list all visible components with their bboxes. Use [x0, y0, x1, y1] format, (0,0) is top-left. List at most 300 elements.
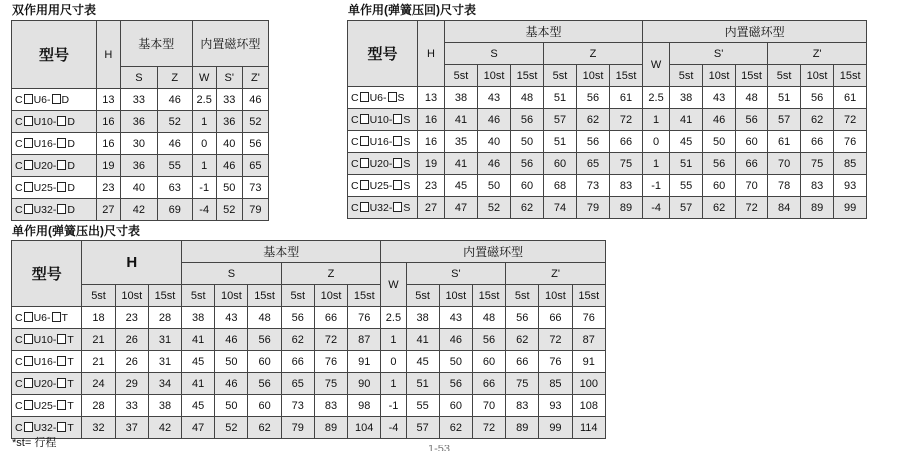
table-cell: 0 — [643, 131, 670, 153]
table-cell: 48 — [248, 307, 281, 329]
model-suffix: D — [61, 93, 70, 106]
table3-stroke-header: 15st — [572, 285, 605, 307]
table-cell: 50 — [216, 177, 242, 199]
placeholder-box-icon — [57, 400, 66, 410]
table3-stroke-header: 10st — [539, 285, 572, 307]
model-cell — [12, 177, 97, 199]
model-mid: U32- — [369, 201, 393, 214]
table-cell: 31 — [148, 329, 181, 351]
table-cell: 27 — [96, 199, 120, 221]
table-cell: 52 — [478, 197, 511, 219]
model-suffix: D — [67, 181, 75, 194]
table-cell: 93 — [834, 175, 867, 197]
table-cell: 62 — [506, 329, 539, 351]
table-cell: 73 — [242, 177, 268, 199]
table-cell: -4 — [192, 199, 216, 221]
table-row — [12, 111, 269, 133]
table-cell: 38 — [182, 307, 215, 329]
table-cell: 89 — [314, 417, 347, 439]
table-cell: 75 — [610, 153, 643, 175]
table3-h-header: H — [82, 241, 182, 285]
model-cell — [348, 87, 418, 109]
table-cell: 55 — [157, 155, 192, 177]
table-cell: 19 — [96, 155, 120, 177]
table-cell: 75 — [801, 153, 834, 175]
table-cell: 43 — [478, 87, 511, 109]
table-cell: 45 — [182, 395, 215, 417]
table2-title: 单作用(弹簧压回)尺寸表 — [348, 3, 476, 17]
model-suffix: T — [67, 399, 74, 412]
table-cell: 50 — [215, 395, 248, 417]
table-cell: 1 — [381, 329, 406, 351]
table-cell: 76 — [572, 307, 605, 329]
table-cell: 41 — [670, 109, 703, 131]
model-prefix: C — [351, 201, 359, 214]
model-prefix: C — [15, 377, 23, 390]
table-cell: 60 — [248, 395, 281, 417]
table-cell: 56 — [281, 307, 314, 329]
table-cell: 62 — [439, 417, 472, 439]
table3-magnet-header: 内置磁环型 — [381, 241, 606, 263]
model-prefix: C — [15, 137, 23, 150]
table3-w-header: W — [381, 263, 406, 307]
table-cell: 60 — [439, 395, 472, 417]
table3-stroke-header: 15st — [248, 285, 281, 307]
table2-stroke-header: 5st — [768, 65, 801, 87]
placeholder-box-icon — [57, 182, 66, 192]
model-cell — [348, 109, 418, 131]
table1-col-z: Z — [157, 67, 192, 89]
placeholder-box-icon — [52, 94, 61, 104]
placeholder-box-icon — [360, 92, 369, 102]
table-cell: 30 — [120, 133, 157, 155]
placeholder-box-icon — [388, 92, 397, 102]
table-cell: 57 — [670, 197, 703, 219]
placeholder-box-icon — [24, 400, 33, 410]
placeholder-box-icon — [57, 138, 66, 148]
model-mid: U16- — [369, 135, 393, 148]
table-cell: 57 — [768, 109, 801, 131]
table-row — [12, 395, 606, 417]
table-cell: 55 — [406, 395, 439, 417]
table-cell: 46 — [157, 133, 192, 155]
table-cell: 2.5 — [643, 87, 670, 109]
table-row — [12, 351, 606, 373]
table1-basic-header: 基本型 — [120, 21, 192, 67]
model-suffix: S — [397, 91, 405, 104]
table-row — [12, 417, 606, 439]
table-cell: 0 — [381, 351, 406, 373]
table-cell: 89 — [506, 417, 539, 439]
model-cell — [348, 175, 418, 197]
model-prefix: C — [15, 333, 23, 346]
table-cell: 98 — [348, 395, 381, 417]
table-cell: 51 — [670, 153, 703, 175]
table-cell: 40 — [478, 131, 511, 153]
table-cell: 1 — [643, 109, 670, 131]
placeholder-box-icon — [393, 114, 402, 124]
table-cell: 56 — [248, 329, 281, 351]
table-cell: 75 — [314, 373, 347, 395]
placeholder-box-icon — [52, 312, 61, 322]
model-cell — [12, 351, 82, 373]
placeholder-box-icon — [24, 312, 33, 322]
table-cell: 26 — [115, 329, 148, 351]
table-cell: 60 — [511, 175, 544, 197]
table-cell: -4 — [643, 197, 670, 219]
table3-basic-header: 基本型 — [182, 241, 381, 263]
table-cell: 45 — [445, 175, 478, 197]
table-cell: 73 — [577, 175, 610, 197]
table-cell: 50 — [511, 131, 544, 153]
table-cell: 35 — [445, 131, 478, 153]
table-cell: 114 — [572, 417, 605, 439]
table1-h-header: H — [96, 21, 120, 89]
model-cell — [348, 197, 418, 219]
table-cell: 45 — [406, 351, 439, 373]
table-cell: 46 — [216, 155, 242, 177]
table2-stroke-header: 15st — [834, 65, 867, 87]
table-cell: 28 — [82, 395, 115, 417]
table1-title: 双作用用尺寸表 — [12, 3, 97, 17]
table-row — [12, 329, 606, 351]
table-cell: 83 — [610, 175, 643, 197]
table-cell: 79 — [577, 197, 610, 219]
table1-col-s: S — [120, 67, 157, 89]
table2-stroke-header: 5st — [670, 65, 703, 87]
table-cell: 40 — [120, 177, 157, 199]
table-cell: 99 — [539, 417, 572, 439]
model-suffix: T — [61, 311, 68, 324]
table-cell: 55 — [670, 175, 703, 197]
table-cell: 47 — [182, 417, 215, 439]
table-cell: 43 — [703, 87, 736, 109]
table-cell: 74 — [544, 197, 577, 219]
table-cell: 72 — [472, 417, 505, 439]
table-cell: 70 — [736, 175, 768, 197]
model-cell — [12, 155, 97, 177]
table-cell: 56 — [242, 133, 268, 155]
model-cell — [12, 329, 82, 351]
table-cell: 76 — [348, 307, 381, 329]
placeholder-box-icon — [57, 356, 66, 366]
table-cell: 87 — [348, 329, 381, 351]
table-cell: 68 — [544, 175, 577, 197]
table2-w-header: W — [643, 43, 670, 87]
model-mid: U20- — [33, 377, 57, 390]
table-cell: 56 — [577, 131, 610, 153]
table2-stroke-header: 15st — [511, 65, 544, 87]
table-cell: 70 — [768, 153, 801, 175]
table-cell: 56 — [506, 307, 539, 329]
table-cell: 50 — [215, 351, 248, 373]
table-cell: 43 — [215, 307, 248, 329]
model-prefix: C — [15, 399, 23, 412]
footnote: *st= 行程 — [12, 437, 57, 449]
table-cell: 50 — [703, 131, 736, 153]
table-cell: 108 — [572, 395, 605, 417]
table-row — [348, 87, 867, 109]
table-cell: 28 — [148, 307, 181, 329]
table-cell: 66 — [314, 307, 347, 329]
table-cell: 38 — [148, 395, 181, 417]
table2-h-header: H — [418, 21, 445, 87]
table-cell: 27 — [418, 197, 445, 219]
table-cell: 2.5 — [381, 307, 406, 329]
table-row — [348, 131, 867, 153]
table-cell: 29 — [115, 373, 148, 395]
table-cell: 66 — [539, 307, 572, 329]
table3-stroke-header: 10st — [215, 285, 248, 307]
table-cell: 66 — [736, 153, 768, 175]
placeholder-box-icon — [393, 180, 402, 190]
table2-stroke-header: 10st — [703, 65, 736, 87]
table-cell: 21 — [82, 351, 115, 373]
table3-z-header: Z — [281, 263, 381, 285]
table-cell: 83 — [801, 175, 834, 197]
model-cell — [12, 417, 82, 439]
table-cell: 40 — [216, 133, 242, 155]
table-cell: -1 — [192, 177, 216, 199]
table-cell: 38 — [406, 307, 439, 329]
table1-magnet-header: 内置磁环型 — [192, 21, 268, 67]
model-suffix: D — [67, 203, 75, 216]
table-cell: 13 — [96, 89, 120, 111]
table-cell: 52 — [157, 111, 192, 133]
model-cell — [12, 111, 97, 133]
model-mid: U32- — [33, 203, 57, 216]
table-cell: 73 — [281, 395, 314, 417]
table-cell: 36 — [216, 111, 242, 133]
table-row — [348, 109, 867, 131]
table-cell: 61 — [834, 87, 867, 109]
table-row — [12, 177, 269, 199]
model-cell — [12, 89, 97, 111]
table-cell: 56 — [511, 109, 544, 131]
table-cell: 76 — [539, 351, 572, 373]
table-cell: 41 — [182, 373, 215, 395]
table-cell: 66 — [472, 373, 505, 395]
table-cell: 13 — [418, 87, 445, 109]
model-prefix: C — [351, 91, 359, 104]
table-cell: 51 — [768, 87, 801, 109]
table2-s-prime-header: S' — [670, 43, 768, 65]
table-cell: 2.5 — [192, 89, 216, 111]
table3-stroke-header: 5st — [281, 285, 314, 307]
model-prefix: C — [15, 159, 23, 172]
table-cell: 46 — [478, 153, 511, 175]
table-cell: 90 — [348, 373, 381, 395]
table-cell: 16 — [96, 111, 120, 133]
table-cell: 1 — [381, 373, 406, 395]
table-cell: 89 — [610, 197, 643, 219]
table-cell: 48 — [736, 87, 768, 109]
table-cell: 42 — [120, 199, 157, 221]
placeholder-box-icon — [393, 202, 402, 212]
table-cell: 83 — [506, 395, 539, 417]
model-cell — [12, 199, 97, 221]
table-cell: 85 — [834, 153, 867, 175]
table-cell: 33 — [120, 89, 157, 111]
table-cell: 89 — [801, 197, 834, 219]
model-mid: U20- — [33, 159, 57, 172]
model-cell — [12, 307, 82, 329]
table-cell: 52 — [215, 417, 248, 439]
table-cell: 56 — [248, 373, 281, 395]
placeholder-box-icon — [393, 136, 402, 146]
table-cell: 50 — [439, 351, 472, 373]
table-cell: 93 — [539, 395, 572, 417]
model-suffix: D — [67, 159, 75, 172]
model-prefix: C — [15, 115, 23, 128]
table-cell: 60 — [703, 175, 736, 197]
table-cell: 75 — [506, 373, 539, 395]
model-mid: U20- — [369, 157, 393, 170]
table-cell: 34 — [148, 373, 181, 395]
table-cell: 41 — [406, 329, 439, 351]
model-suffix: S — [403, 179, 411, 192]
table-cell: 0 — [192, 133, 216, 155]
table-row — [12, 199, 269, 221]
placeholder-box-icon — [57, 334, 66, 344]
table-cell: 61 — [610, 87, 643, 109]
table-row — [12, 155, 269, 177]
model-prefix: C — [351, 179, 359, 192]
placeholder-box-icon — [57, 204, 66, 214]
spring-return-dimension-table — [347, 20, 867, 219]
table3-model-header: 型号 — [12, 241, 82, 307]
table3-stroke-header: 5st — [182, 285, 215, 307]
table-cell: 61 — [768, 131, 801, 153]
table-cell: 1 — [192, 111, 216, 133]
table-cell: -4 — [381, 417, 406, 439]
model-prefix: C — [15, 311, 23, 324]
table3-stroke-header: 15st — [472, 285, 505, 307]
table-cell: 78 — [768, 175, 801, 197]
table-row — [348, 197, 867, 219]
table1-model-header: 型号 — [12, 21, 97, 89]
table-cell: 56 — [439, 373, 472, 395]
placeholder-box-icon — [24, 182, 33, 192]
table-cell: 47 — [445, 197, 478, 219]
table-cell: 62 — [511, 197, 544, 219]
model-prefix: C — [15, 355, 23, 368]
placeholder-box-icon — [393, 158, 402, 168]
table2-s-header: S — [445, 43, 544, 65]
table2-stroke-header: 5st — [544, 65, 577, 87]
table-cell: 62 — [703, 197, 736, 219]
table-cell: 26 — [115, 351, 148, 373]
table-cell: 1 — [643, 153, 670, 175]
table2-stroke-header: 10st — [478, 65, 511, 87]
table-cell: 83 — [314, 395, 347, 417]
model-mid: U10- — [33, 115, 57, 128]
table-cell: 60 — [736, 131, 768, 153]
table-cell: 66 — [610, 131, 643, 153]
table-cell: 66 — [506, 351, 539, 373]
table-cell: 56 — [511, 153, 544, 175]
table-cell: 56 — [703, 153, 736, 175]
model-cell — [348, 153, 418, 175]
table-cell: 76 — [834, 131, 867, 153]
table-cell: 56 — [472, 329, 505, 351]
model-cell — [12, 133, 97, 155]
table-cell: 18 — [82, 307, 115, 329]
model-mid: U25- — [33, 399, 57, 412]
placeholder-box-icon — [24, 94, 33, 104]
table-cell: 57 — [406, 417, 439, 439]
model-suffix: T — [67, 355, 74, 368]
model-prefix: C — [351, 113, 359, 126]
table-cell: 70 — [472, 395, 505, 417]
table-cell: 43 — [439, 307, 472, 329]
placeholder-box-icon — [57, 160, 66, 170]
table-cell: 16 — [418, 131, 445, 153]
table-cell: 46 — [439, 329, 472, 351]
table-cell: 23 — [96, 177, 120, 199]
model-suffix: S — [403, 157, 411, 170]
model-mid: U10- — [369, 113, 393, 126]
table2-stroke-header: 15st — [736, 65, 768, 87]
table2-z-header: Z — [544, 43, 643, 65]
placeholder-box-icon — [24, 356, 33, 366]
table-cell: 1 — [192, 155, 216, 177]
model-mid: U16- — [33, 355, 57, 368]
placeholder-box-icon — [24, 204, 33, 214]
table-cell: 57 — [544, 109, 577, 131]
table-cell: 62 — [281, 329, 314, 351]
spring-extend-dimension-table — [11, 240, 606, 439]
placeholder-box-icon — [24, 422, 33, 432]
table-cell: 46 — [215, 373, 248, 395]
placeholder-box-icon — [57, 422, 66, 432]
table3-stroke-header: 10st — [115, 285, 148, 307]
table-cell: 48 — [472, 307, 505, 329]
table-cell: 100 — [572, 373, 605, 395]
model-prefix: C — [15, 93, 23, 106]
table3-stroke-header: 15st — [348, 285, 381, 307]
table-cell: 33 — [216, 89, 242, 111]
table-row — [12, 373, 606, 395]
table-cell: 19 — [418, 153, 445, 175]
model-mid: U32- — [33, 421, 57, 434]
table2-model-header: 型号 — [348, 21, 418, 87]
table1-col-w: W — [192, 67, 216, 89]
table-cell: 65 — [242, 155, 268, 177]
page-number: 1-53 — [428, 445, 451, 451]
table-cell: 37 — [115, 417, 148, 439]
table-cell: 62 — [248, 417, 281, 439]
placeholder-box-icon — [24, 116, 33, 126]
table-cell: 60 — [544, 153, 577, 175]
table-cell: 41 — [445, 153, 478, 175]
table3-z-prime-header: Z' — [506, 263, 606, 285]
table-cell: 51 — [406, 373, 439, 395]
table-cell: 42 — [148, 417, 181, 439]
table-cell: 99 — [834, 197, 867, 219]
table-cell: 104 — [348, 417, 381, 439]
table-cell: 56 — [577, 87, 610, 109]
table-cell: 23 — [115, 307, 148, 329]
table-cell: 16 — [418, 109, 445, 131]
table3-title: 单作用(弹簧压出)尺寸表 — [12, 224, 140, 238]
table3-stroke-header: 10st — [439, 285, 472, 307]
table-cell: 91 — [348, 351, 381, 373]
table-cell: 41 — [182, 329, 215, 351]
table2-stroke-header: 5st — [445, 65, 478, 87]
table-cell: 62 — [801, 109, 834, 131]
table-cell: 76 — [314, 351, 347, 373]
